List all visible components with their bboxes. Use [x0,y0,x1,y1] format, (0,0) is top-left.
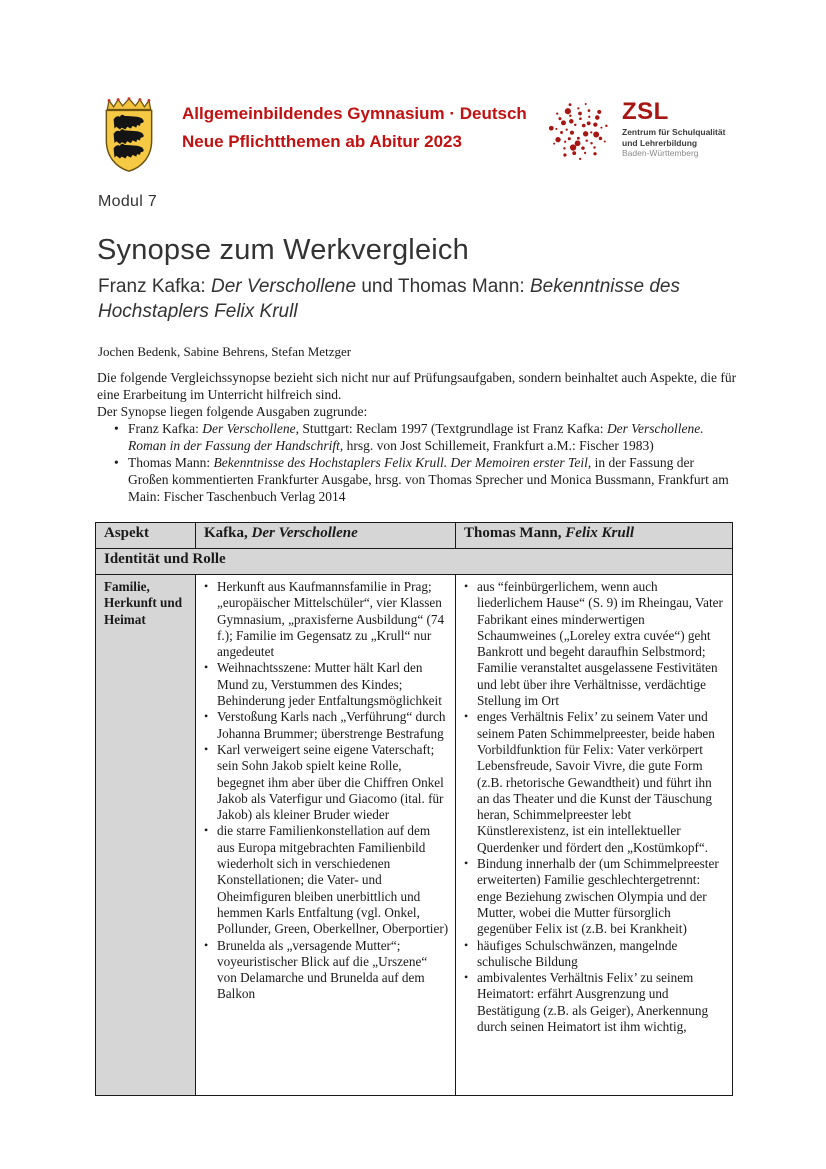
edition-work-title: Bekenntnisse des Hochstaplers Felix Krull. Der Memoiren erster Teil [213,455,588,470]
subtitle-work-mann: Bekenntnisse des Hochstaplers Felix Krull [98,276,680,322]
edition-text: Franz Kafka: [128,421,203,436]
mann-bullet-list [464,579,726,1035]
intro-lead-in: Der Synopse liegen folgende Ausgaben zugrunde: [97,404,368,419]
intro-paragraph: Die folgende Vergleichssynopse bezieht sich nicht nur auf Prüfungsaufgaben, sondern beinhaltet auch Aspekte, die für eine Erarbeitung im Unterricht hilfreich sind. [97,370,737,402]
zsl-dots-icon [546,97,612,165]
list-item: • Verstoßung Karls nach „Verführung“ durch Johanna Brummer; überstrenge Bestrafung [204,709,449,742]
zsl-region: Baden-Württemberg [622,148,699,158]
edition-work-title: Der Verschollene. Roman in der Fassung der Handschrift [128,421,704,453]
edition-header [182,100,552,156]
header-text: Thomas Mann, [464,525,566,541]
zsl-logo [546,97,731,169]
edition-text: , Stuttgart: Reclam 1997 (Textgrundlage ist Franz Kafka: [295,421,607,436]
module-label: Modul 7 [98,193,158,210]
subtitle-segment: Franz Kafka: [98,276,211,297]
authors-line: Jochen Bedenk, Sabine Behrens, Stefan Metzger [98,344,352,359]
table-row [96,575,733,1096]
header-work-title: Der Verschollene [251,525,358,541]
edition-item-mann [97,454,737,505]
list-item: • Bindung innerhalb der (um Schimmelpreester erweiterten) Familie geschlechtergetrennt: enge Beziehung zwischen Olympia und der Mutter, wobei die Mutter fürsorglich gegenüber Felix ist (z.B. bei Krankheit) [464,856,726,937]
edition-item-kafka [97,420,737,454]
page-subtitle [98,274,738,324]
edition-text: Thomas Mann: [128,455,214,470]
page-title: Synopse zum Werkvergleich [97,234,469,266]
baden-wuerttemberg-coat-of-arms-icon [100,95,158,173]
header-cell-kafka [196,523,456,549]
subtitle-segment: und Thomas Mann: [356,276,530,297]
header-cell-mann [456,523,733,549]
list-item: • Weihnachtsszene: Mutter hält Karl den Mund zu, Verstummen des Kindes; Behinderung jeder Entfaltungsmöglichkeit [204,660,449,709]
list-item: • Karl verweigert seine eigene Vaterschaft; sein Sohn Jakob spielt keine Rolle, begegnet ihm aber über die Chiffren Onkel Jakob als Vaterfigur und Giacomo (ital. für Jakob) als kleiner Bruder wieder [204,742,449,823]
list-item: • aus “feinbürgerlichem, wenn auch liederlichem Hause“ (S. 9) im Rheingau, Vater Fabrikant eines minderwertigen Schaumweines („Loreley extra cuvée“) geht Bankrott und begeht daraufhin Selbstmord; Familie veranstaltet ausgelassene Festivitäten und lebt über ihre Verhältnisse, verdächtige Stellung im Ort [464,579,726,709]
edition-work-title: Der Verschollene [202,421,296,436]
list-item: • die starre Familienkonstellation auf dem aus Europa mitgebrachten Familienbild wiederholt sich in verschiedenen Konstellationen; die Vater- und Oheimfiguren bleiben unerbittlich und hemmen Karls Entfaltung (vgl. Onkel, Pollunder, Green, Oberkellner, Oberportier) [204,823,449,937]
intro-block [97,369,737,505]
synopsis-table [95,522,733,1096]
list-item: • Herkunft aus Kaufmannsfamilie in Prag; „europäischer Mittelschüler“, vier Klassen Gymnasium, „praxisferne Ausbildung“ (74 f.); Familie im Gegensatz zu „Krull“ nur angedeutet [204,579,449,660]
list-item: • häufiges Schulschwänzen, mangelnde schulische Bildung [464,938,726,971]
zsl-logo-text [622,99,725,159]
list-item: • Brunelda als „versagende Mutter“; voyeuristischer Blick auf die „Urszene“ von Delamarche und Brunelda auf dem Balkon [204,938,449,1003]
list-item: • ambivalentes Verhältnis Felix’ zu seinem Heimatort: erfährt Ausgrenzung und Bestätigung (z.B. als Geiger), Anerkennung durch seinen Heimatort ist ihm wichtig, [464,970,726,1035]
subtitle-work-kafka: Der Verschollene [211,276,357,297]
header-text: Kafka, [204,525,252,541]
zsl-name-line1: Zentrum für Schulqualität [622,127,726,137]
edition-text: , hrsg. von Jost Schillemeit, Frankfurt a.M.: Fischer 1983) [339,438,654,453]
table-header-row [96,523,733,549]
kafka-cell [196,575,456,1096]
editions-list [97,420,737,505]
mann-cell [456,575,733,1096]
kafka-bullet-list [204,579,449,1003]
edition-header-line2: Neue Pflichtthemen ab Abitur 2023 [182,132,462,151]
table-section-row [96,549,733,575]
zsl-name-line2: und Lehrerbildung [622,137,698,148]
section-title: Identität und Rolle [96,549,733,575]
header-cell-aspekt: Aspekt [96,523,196,549]
page-header [97,95,731,175]
edition-header-line1: Allgemeinbildendes Gymnasium · Deutsch [182,104,527,123]
aspect-cell: Familie, Herkunft und Heimat [96,575,196,1096]
list-item: • enges Verhältnis Felix’ zu seinem Vater und seinem Paten Schimmelpreester, beide haben Vorbildfunktion für Felix: Vater verkörpert Lebensfreude, Savoir Vivre, die gute Form (z.B. rhetorische Gewandtheit) und führt ihn an das Theater und die Kunst der Täuschung heran, Schimmelpreester lebt Künstlerexistenz, ist ein intellektueller Querdenker und fördert den „Kostümkopf“. [464,709,726,856]
edition-text: , in der Fassung der Großen kommentierten Frankfurter Ausgabe, hrsg. von Thomas Sprecher und Monica Bussmann, Frankfurt am Main: Fischer Taschenbuch Verlag 2014 [128,455,729,504]
zsl-acronym: ZSL [622,98,669,125]
header-work-title: Felix Krull [565,525,635,541]
